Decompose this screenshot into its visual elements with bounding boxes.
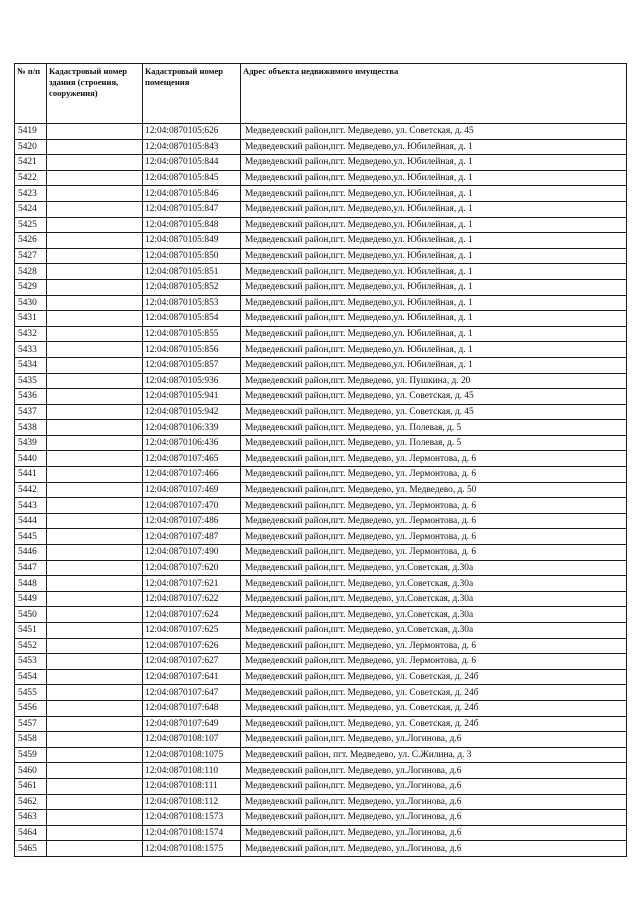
row-number: 5452 (15, 638, 47, 654)
premises-cadastral-number: 12:04:0870107:626 (143, 638, 241, 654)
property-address: Медведевский район,пгт. Медведево, ул. Советская, д. 45 (241, 389, 627, 405)
row-number: 5435 (15, 373, 47, 389)
premises-cadastral-number: 12:04:0870105:942 (143, 404, 241, 420)
table-row (15, 342, 627, 358)
column-header-premises-cadastral: Кадастровый номер помещения (143, 64, 241, 124)
premises-cadastral-number: 12:04:0870107:649 (143, 716, 241, 732)
table-row (15, 576, 627, 592)
row-number: 5445 (15, 529, 47, 545)
premises-cadastral-number: 12:04:0870105:856 (143, 342, 241, 358)
premises-cadastral-number: 12:04:0870107:647 (143, 685, 241, 701)
premises-cadastral-number: 12:04:0870105:849 (143, 233, 241, 249)
property-address: Медведевский район,пгт. Медведево, ул. Советская, д. 45 (241, 124, 627, 140)
table-row (15, 357, 627, 373)
row-number: 5451 (15, 623, 47, 639)
building-cadastral-number (47, 373, 143, 389)
premises-cadastral-number: 12:04:0870107:627 (143, 654, 241, 670)
table-row (15, 591, 627, 607)
property-address: Медведевский район,пгт. Медведево, ул. Советская, д. 24б (241, 716, 627, 732)
table-row (15, 763, 627, 779)
table-row (15, 420, 627, 436)
row-number: 5459 (15, 747, 47, 763)
premises-cadastral-number: 12:04:0870107:487 (143, 529, 241, 545)
row-number: 5448 (15, 576, 47, 592)
table-row (15, 389, 627, 405)
row-number: 5422 (15, 170, 47, 186)
property-address: Медведевский район,пгт. Медведево, ул. Советская, д. 24б (241, 669, 627, 685)
row-number: 5438 (15, 420, 47, 436)
property-address: Медведевский район,пгт. Медведево,ул. Юбилейная, д. 1 (241, 279, 627, 295)
premises-cadastral-number: 12:04:0870105:854 (143, 311, 241, 327)
property-address: Медведевский район,пгт. Медведево, ул. Лермонтова, д. 6 (241, 638, 627, 654)
row-number: 5427 (15, 248, 47, 264)
building-cadastral-number (47, 248, 143, 264)
row-number: 5446 (15, 545, 47, 561)
building-cadastral-number (47, 669, 143, 685)
building-cadastral-number (47, 467, 143, 483)
building-cadastral-number (47, 841, 143, 857)
table-row (15, 560, 627, 576)
table-row (15, 155, 627, 171)
building-cadastral-number (47, 591, 143, 607)
building-cadastral-number (47, 810, 143, 826)
row-number: 5461 (15, 778, 47, 794)
row-number: 5434 (15, 357, 47, 373)
building-cadastral-number (47, 389, 143, 405)
building-cadastral-number (47, 404, 143, 420)
table-row (15, 732, 627, 748)
row-number: 5430 (15, 295, 47, 311)
table-row (15, 607, 627, 623)
premises-cadastral-number: 12:04:0870105:936 (143, 373, 241, 389)
property-address: Медведевский район,пгт. Медведево, ул. Лермонтова, д. 6 (241, 654, 627, 670)
building-cadastral-number (47, 186, 143, 202)
row-number: 5432 (15, 326, 47, 342)
premises-cadastral-number: 12:04:0870107:625 (143, 623, 241, 639)
row-number: 5447 (15, 560, 47, 576)
premises-cadastral-number: 12:04:0870107:465 (143, 451, 241, 467)
column-header-number: № п/п (15, 64, 47, 124)
table-header (15, 64, 627, 124)
property-address: Медведевский район,пгт. Медведево,ул. Юбилейная, д. 1 (241, 170, 627, 186)
building-cadastral-number (47, 638, 143, 654)
row-number: 5463 (15, 810, 47, 826)
row-number: 5433 (15, 342, 47, 358)
building-cadastral-number (47, 139, 143, 155)
property-address: Медведевский район,пгт. Медведево,ул. Юбилейная, д. 1 (241, 217, 627, 233)
premises-cadastral-number: 12:04:0870107:466 (143, 467, 241, 483)
building-cadastral-number (47, 513, 143, 529)
table-row (15, 201, 627, 217)
header-row (15, 64, 627, 124)
building-cadastral-number (47, 778, 143, 794)
property-address: Медведевский район,пгт. Медведево, ул. Советская, д. 24б (241, 700, 627, 716)
table-row (15, 482, 627, 498)
row-number: 5424 (15, 201, 47, 217)
premises-cadastral-number: 12:04:0870108:1573 (143, 810, 241, 826)
row-number: 5454 (15, 669, 47, 685)
premises-cadastral-number: 12:04:0870108:112 (143, 794, 241, 810)
building-cadastral-number (47, 326, 143, 342)
building-cadastral-number (47, 124, 143, 140)
building-cadastral-number (47, 654, 143, 670)
building-cadastral-number (47, 825, 143, 841)
property-address: Медведевский район,пгт. Медведево, ул.Логинова, д.6 (241, 825, 627, 841)
table-row (15, 841, 627, 857)
table-row (15, 186, 627, 202)
premises-cadastral-number: 12:04:0870107:620 (143, 560, 241, 576)
row-number: 5453 (15, 654, 47, 670)
row-number: 5421 (15, 155, 47, 171)
table-row (15, 248, 627, 264)
row-number: 5428 (15, 264, 47, 280)
table-row (15, 467, 627, 483)
building-cadastral-number (47, 420, 143, 436)
table-row (15, 279, 627, 295)
building-cadastral-number (47, 155, 143, 171)
table-row (15, 529, 627, 545)
row-number: 5442 (15, 482, 47, 498)
property-address: Медведевский район,пгт. Медведево, ул.Советская, д.30а (241, 623, 627, 639)
premises-cadastral-number: 12:04:0870107:648 (143, 700, 241, 716)
property-address: Медведевский район,пгт. Медведево, ул. Пушкина, д. 20 (241, 373, 627, 389)
row-number: 5420 (15, 139, 47, 155)
row-number: 5460 (15, 763, 47, 779)
table-row (15, 669, 627, 685)
building-cadastral-number (47, 217, 143, 233)
table-row (15, 794, 627, 810)
property-address: Медведевский район,пгт. Медведево, ул. Лермонтова, д. 6 (241, 545, 627, 561)
building-cadastral-number (47, 685, 143, 701)
table-row (15, 623, 627, 639)
row-number: 5444 (15, 513, 47, 529)
premises-cadastral-number: 12:04:0870105:848 (143, 217, 241, 233)
building-cadastral-number (47, 716, 143, 732)
table-row (15, 139, 627, 155)
table-row (15, 825, 627, 841)
premises-cadastral-number: 12:04:0870106:436 (143, 435, 241, 451)
property-address: Медведевский район,пгт. Медведево, ул.Логинова, д.6 (241, 763, 627, 779)
table-row (15, 498, 627, 514)
row-number: 5450 (15, 607, 47, 623)
property-address: Медведевский район,пгт. Медведево,ул. Юбилейная, д. 1 (241, 186, 627, 202)
row-number: 5441 (15, 467, 47, 483)
table-row (15, 810, 627, 826)
row-number: 5439 (15, 435, 47, 451)
row-number: 5426 (15, 233, 47, 249)
building-cadastral-number (47, 794, 143, 810)
premises-cadastral-number: 12:04:0870105:857 (143, 357, 241, 373)
row-number: 5425 (15, 217, 47, 233)
building-cadastral-number (47, 529, 143, 545)
building-cadastral-number (47, 342, 143, 358)
row-number: 5465 (15, 841, 47, 857)
premises-cadastral-number: 12:04:0870105:855 (143, 326, 241, 342)
building-cadastral-number (47, 623, 143, 639)
table-row (15, 311, 627, 327)
building-cadastral-number (47, 747, 143, 763)
premises-cadastral-number: 12:04:0870105:850 (143, 248, 241, 264)
premises-cadastral-number: 12:04:0870107:470 (143, 498, 241, 514)
row-number: 5464 (15, 825, 47, 841)
building-cadastral-number (47, 451, 143, 467)
table-row (15, 545, 627, 561)
row-number: 5440 (15, 451, 47, 467)
building-cadastral-number (47, 576, 143, 592)
premises-cadastral-number: 12:04:0870108:107 (143, 732, 241, 748)
property-address: Медведевский район,пгт. Медведево, ул.Логинова, д.6 (241, 841, 627, 857)
building-cadastral-number (47, 170, 143, 186)
premises-cadastral-number: 12:04:0870107:490 (143, 545, 241, 561)
property-address: Медведевский район, пгт. Медведево, ул. С.Жилина, д. 3 (241, 747, 627, 763)
property-address: Медведевский район,пгт. Медведево, ул. Лермонтова, д. 6 (241, 451, 627, 467)
table-row (15, 716, 627, 732)
premises-cadastral-number: 12:04:0870107:486 (143, 513, 241, 529)
row-number: 5457 (15, 716, 47, 732)
premises-cadastral-number: 12:04:0870106:339 (143, 420, 241, 436)
premises-cadastral-number: 12:04:0870108:1575 (143, 841, 241, 857)
row-number: 5431 (15, 311, 47, 327)
row-number: 5456 (15, 700, 47, 716)
table-body (15, 124, 627, 857)
table-row (15, 747, 627, 763)
property-address: Медведевский район,пгт. Медведево, ул.Логинова, д.6 (241, 778, 627, 794)
premises-cadastral-number: 12:04:0870105:851 (143, 264, 241, 280)
table-row (15, 124, 627, 140)
property-address: Медведевский район,пгт. Медведево, ул. Полевая, д. 5 (241, 435, 627, 451)
property-address: Медведевский район,пгт. Медведево,ул. Юбилейная, д. 1 (241, 311, 627, 327)
property-address: Медведевский район,пгт. Медведево, ул. Лермонтова, д. 6 (241, 513, 627, 529)
table-row (15, 513, 627, 529)
property-address: Медведевский район,пгт. Медведево, ул. Советская, д. 45 (241, 404, 627, 420)
table-row (15, 778, 627, 794)
building-cadastral-number (47, 279, 143, 295)
premises-cadastral-number: 12:04:0870108:1075 (143, 747, 241, 763)
building-cadastral-number (47, 700, 143, 716)
property-address: Медведевский район,пгт. Медведево, ул. Лермонтова, д. 6 (241, 467, 627, 483)
premises-cadastral-number: 12:04:0870107:469 (143, 482, 241, 498)
table-row (15, 170, 627, 186)
property-address: Медведевский район,пгт. Медведево,ул. Юбилейная, д. 1 (241, 264, 627, 280)
property-address: Медведевский район,пгт. Медведево, ул.Советская, д.30а (241, 591, 627, 607)
table-row (15, 373, 627, 389)
property-address: Медведевский район,пгт. Медведево, ул.Логинова, д.6 (241, 732, 627, 748)
table-row (15, 233, 627, 249)
building-cadastral-number (47, 545, 143, 561)
property-address: Медведевский район,пгт. Медведево, ул. Лермонтова, д. 6 (241, 529, 627, 545)
property-address: Медведевский район,пгт. Медведево,ул. Юбилейная, д. 1 (241, 233, 627, 249)
premises-cadastral-number: 12:04:0870108:111 (143, 778, 241, 794)
building-cadastral-number (47, 607, 143, 623)
building-cadastral-number (47, 435, 143, 451)
property-address: Медведевский район,пгт. Медведево,ул. Юбилейная, д. 1 (241, 139, 627, 155)
premises-cadastral-number: 12:04:0870105:843 (143, 139, 241, 155)
property-address: Медведевский район,пгт. Медведево,ул. Юбилейная, д. 1 (241, 342, 627, 358)
property-address: Медведевский район,пгт. Медведево, ул.Логинова, д.6 (241, 794, 627, 810)
table-row (15, 217, 627, 233)
row-number: 5462 (15, 794, 47, 810)
building-cadastral-number (47, 482, 143, 498)
property-address: Медведевский район,пгт. Медведево,ул. Юбилейная, д. 1 (241, 201, 627, 217)
row-number: 5429 (15, 279, 47, 295)
property-address: Медведевский район,пгт. Медведево, ул.Советская, д.30а (241, 607, 627, 623)
building-cadastral-number (47, 560, 143, 576)
premises-cadastral-number: 12:04:0870105:847 (143, 201, 241, 217)
column-header-building-cadastral: Кадастровый номер здания (строения, сооружения) (47, 64, 143, 124)
building-cadastral-number (47, 357, 143, 373)
property-address: Медведевский район,пгт. Медведево, ул. Полевая, д. 5 (241, 420, 627, 436)
table-row (15, 435, 627, 451)
property-address: Медведевский район,пгт. Медведево, ул. Медведево, д. 50 (241, 482, 627, 498)
premises-cadastral-number: 12:04:0870108:110 (143, 763, 241, 779)
row-number: 5419 (15, 124, 47, 140)
table-row (15, 404, 627, 420)
premises-cadastral-number: 12:04:0870105:852 (143, 279, 241, 295)
property-address: Медведевский район,пгт. Медведево, ул.Советская, д.30а (241, 560, 627, 576)
row-number: 5437 (15, 404, 47, 420)
premises-cadastral-number: 12:04:0870105:845 (143, 170, 241, 186)
row-number: 5458 (15, 732, 47, 748)
building-cadastral-number (47, 732, 143, 748)
table-row (15, 451, 627, 467)
table-row (15, 700, 627, 716)
table-row (15, 685, 627, 701)
property-address: Медведевский район,пгт. Медведево, ул. Лермонтова, д. 6 (241, 498, 627, 514)
property-address: Медведевский район,пгт. Медведево, ул.Советская, д.30а (241, 576, 627, 592)
property-address: Медведевский район,пгт. Медведево,ул. Юбилейная, д. 1 (241, 295, 627, 311)
row-number: 5449 (15, 591, 47, 607)
property-registry-table (14, 63, 627, 857)
premises-cadastral-number: 12:04:0870105:844 (143, 155, 241, 171)
building-cadastral-number (47, 763, 143, 779)
table-row (15, 264, 627, 280)
column-header-address: Адрес объекта недвижимого имущества (241, 64, 627, 124)
property-address: Медведевский район,пгт. Медведево,ул. Юбилейная, д. 1 (241, 248, 627, 264)
building-cadastral-number (47, 498, 143, 514)
table-row (15, 295, 627, 311)
property-address: Медведевский район,пгт. Медведево, ул. Советская, д. 24б (241, 685, 627, 701)
table-row (15, 638, 627, 654)
building-cadastral-number (47, 233, 143, 249)
premises-cadastral-number: 12:04:0870107:621 (143, 576, 241, 592)
premises-cadastral-number: 12:04:0870107:641 (143, 669, 241, 685)
property-address: Медведевский район,пгт. Медведево,ул. Юбилейная, д. 1 (241, 155, 627, 171)
premises-cadastral-number: 12:04:0870105:941 (143, 389, 241, 405)
row-number: 5455 (15, 685, 47, 701)
row-number: 5443 (15, 498, 47, 514)
row-number: 5423 (15, 186, 47, 202)
property-address: Медведевский район,пгт. Медведево,ул. Юбилейная, д. 1 (241, 326, 627, 342)
building-cadastral-number (47, 311, 143, 327)
premises-cadastral-number: 12:04:0870108:1574 (143, 825, 241, 841)
table-row (15, 654, 627, 670)
premises-cadastral-number: 12:04:0870105:626 (143, 124, 241, 140)
row-number: 5436 (15, 389, 47, 405)
building-cadastral-number (47, 264, 143, 280)
premises-cadastral-number: 12:04:0870107:622 (143, 591, 241, 607)
property-address: Медведевский район,пгт. Медведево, ул.Логинова, д.6 (241, 810, 627, 826)
property-address: Медведевский район,пгт. Медведево,ул. Юбилейная, д. 1 (241, 357, 627, 373)
premises-cadastral-number: 12:04:0870107:624 (143, 607, 241, 623)
premises-cadastral-number: 12:04:0870105:846 (143, 186, 241, 202)
building-cadastral-number (47, 201, 143, 217)
premises-cadastral-number: 12:04:0870105:853 (143, 295, 241, 311)
building-cadastral-number (47, 295, 143, 311)
table-row (15, 326, 627, 342)
